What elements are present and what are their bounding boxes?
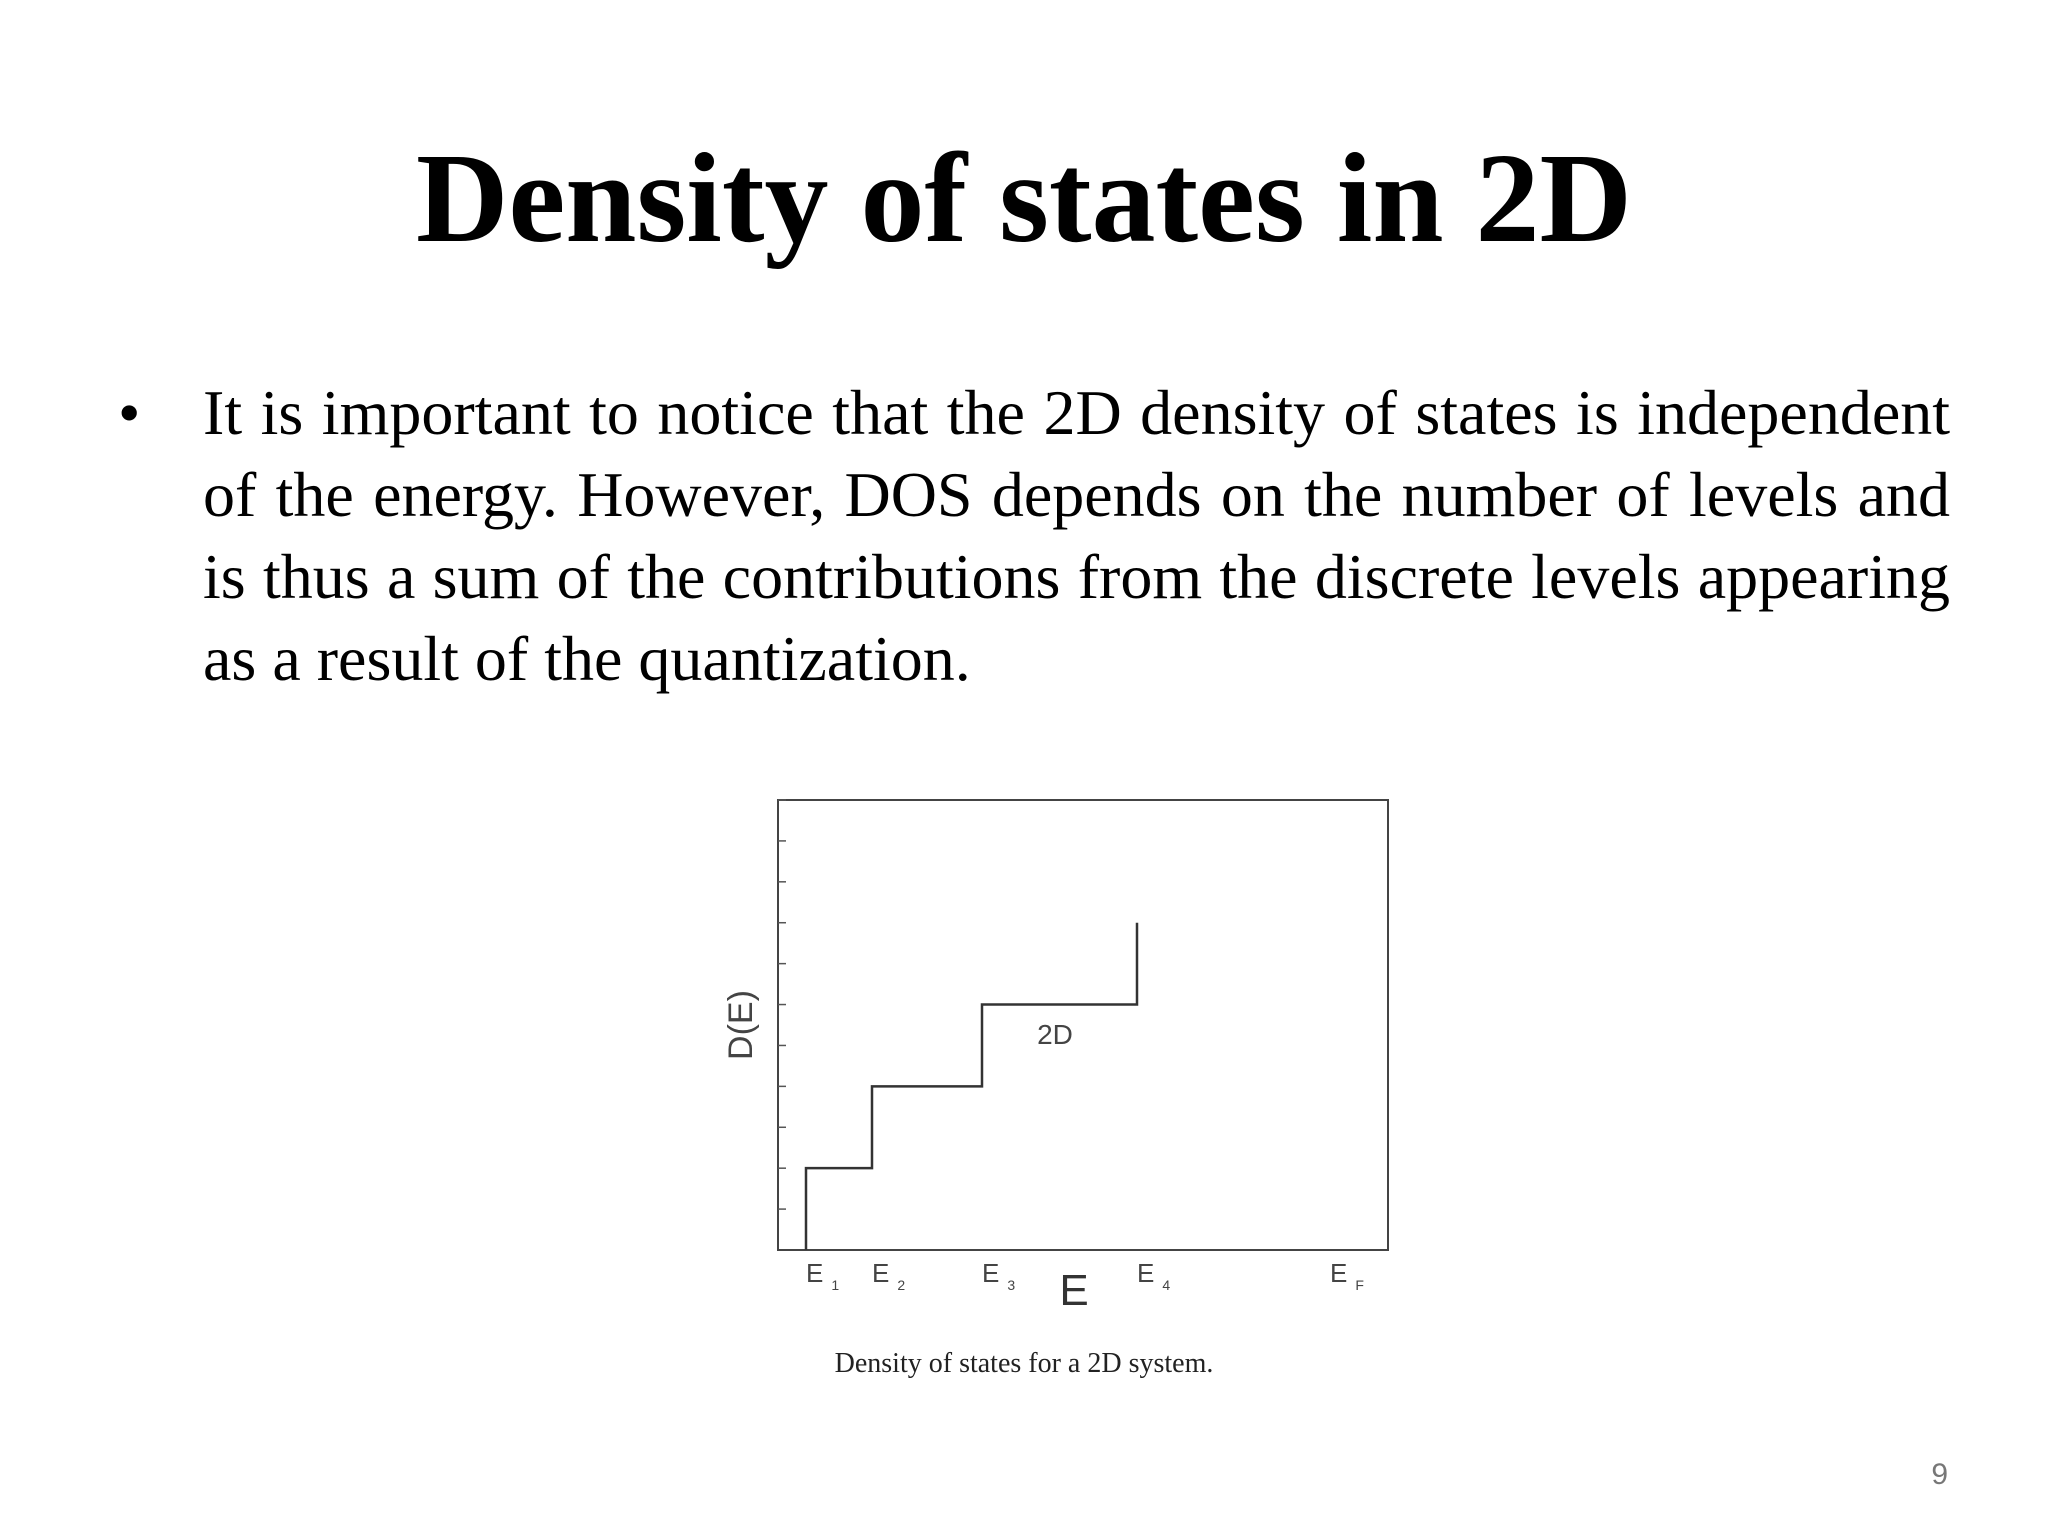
page-number: 9 <box>1931 1458 1948 1491</box>
series-annotation: 2D <box>1037 1019 1073 1050</box>
x-tick-label: E $_2$ <box>872 1258 906 1293</box>
bullet-marker: • <box>118 377 141 448</box>
x-axis-label: E <box>1059 1266 1089 1315</box>
x-tick-label: E $_1$ <box>806 1258 840 1293</box>
bullet-text: It is important to notice that the 2D density of states is independent of the energy. However, DOS depends on the number of levels and is thus a sum of the contributions from the discrete levels appearing as a result of the quantization. <box>203 377 1950 694</box>
x-tick-label: E $_3$ <box>982 1258 1016 1293</box>
y-axis-label: D(E) <box>722 990 760 1060</box>
figure-caption: Density of states for a 2D system. <box>834 1348 1214 1379</box>
x-tick-label: E $_4$ <box>1137 1258 1171 1293</box>
plot-frame <box>778 800 1388 1250</box>
slide-title: Density of states in 2D <box>416 127 1632 269</box>
bullet-item <box>118 372 1950 700</box>
x-tick-label: E $_F$ <box>1330 1258 1364 1293</box>
dos-step-line <box>806 923 1137 1250</box>
